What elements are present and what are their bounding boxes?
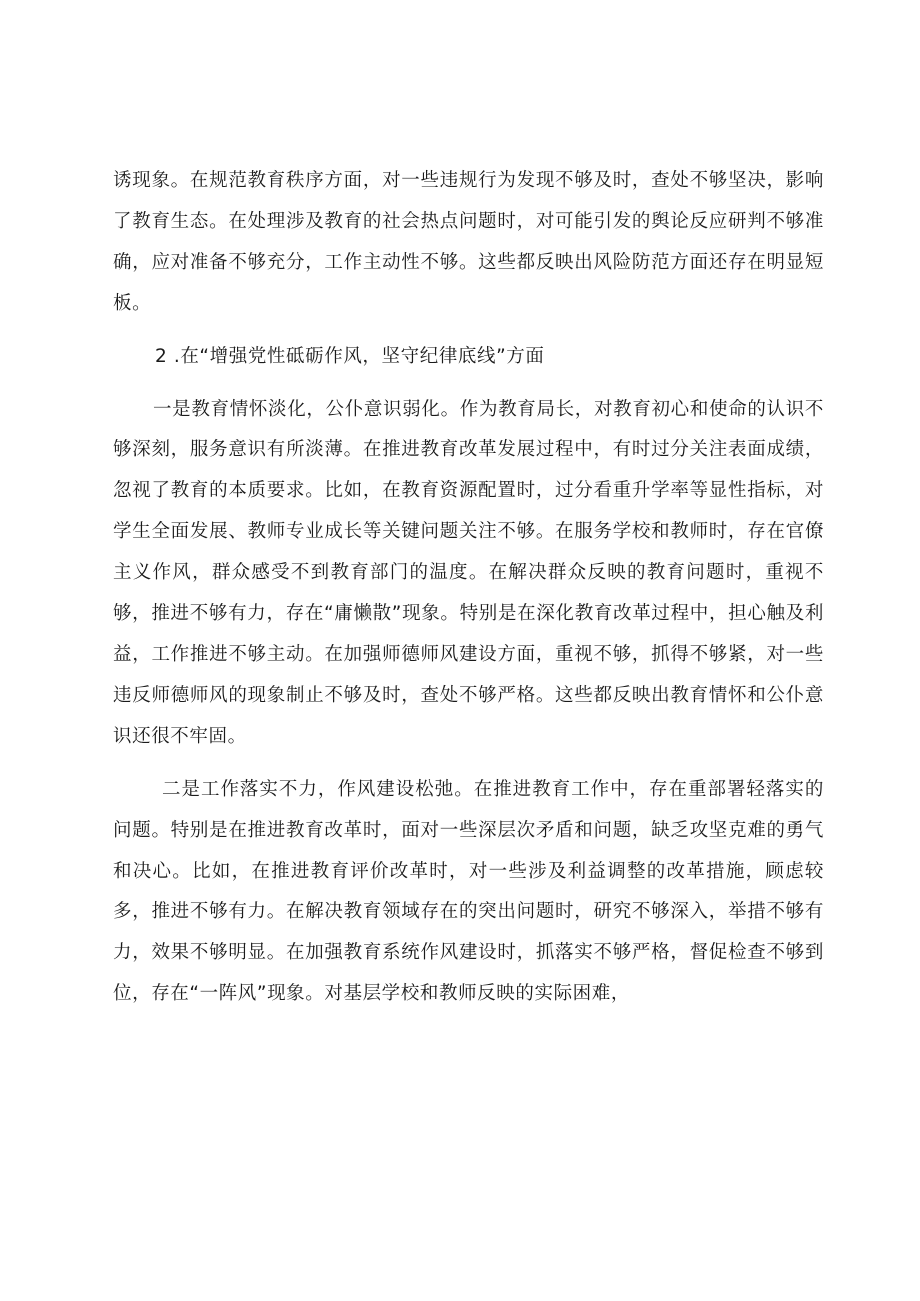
paragraph-two: 二是工作落实不力，作风建设松弛。在推进教育工作中，存在重部署轻落实的问题。特别是在推进教育改革时，面对一些深层次矛盾和问题，缺乏攻坚克难的勇气和决心。比如，在推进教育评价改革时，对一些涉及利益调整的改革措施，顾虑较多，推进不够有力。在解决教育领域存在的突出问题时，研究不够深入，举措不够有力，效果不够明显。在加强教育系统作风建设时，抓落实不够严格，督促检查不够到位，存在“一阵风”现象。对基层学校和教师反映的实际困难， bbox=[113, 778, 824, 1005]
paragraph-one: 一是教育情怀淡化，公仆意识弱化。作为教育局长，对教育初心和使命的认识不够深刻，服务意识有所淡薄。在推进教育改革发展过程中，有时过分关注表面成绩，忽视了教育的本质要求。比如，在教育资源配置时，过分看重升学率等显性指标，对学生全面发展、教师专业成长等关键问题关注不够。在服务学校和教师时，存在官僚主义作风，群众感受不到教育部门的温度。在解决群众反映的教育问题时，重视不够，推进不够有力，存在“庸懒散”现象。特别是在深化教育改革过程中，担心触及利益，工作推进不够主动。在加强师德师风建设方面，重视不够，抓得不够紧，对一些违反师德师风的现象制止不够及时，查处不够严格。这些都反映出教育情怀和公仆意识还很不牢固。 bbox=[113, 398, 824, 747]
section-heading: 2 .在“增强党性砥砺作风，坚守纪律底线”方面 bbox=[155, 345, 545, 367]
document-body bbox=[113, 161, 824, 1015]
paragraph-continuation: 诱现象。在规范教育秩序方面，对一些违规行为发现不够及时，查处不够坚决，影响了教育生态。在处理涉及教育的社会热点问题时，对可能引发的舆论反应研判不够准确，应对准备不够充分，工作主动性不够。这些都反映出风险防范方面还存在明显短板。 bbox=[113, 170, 824, 314]
